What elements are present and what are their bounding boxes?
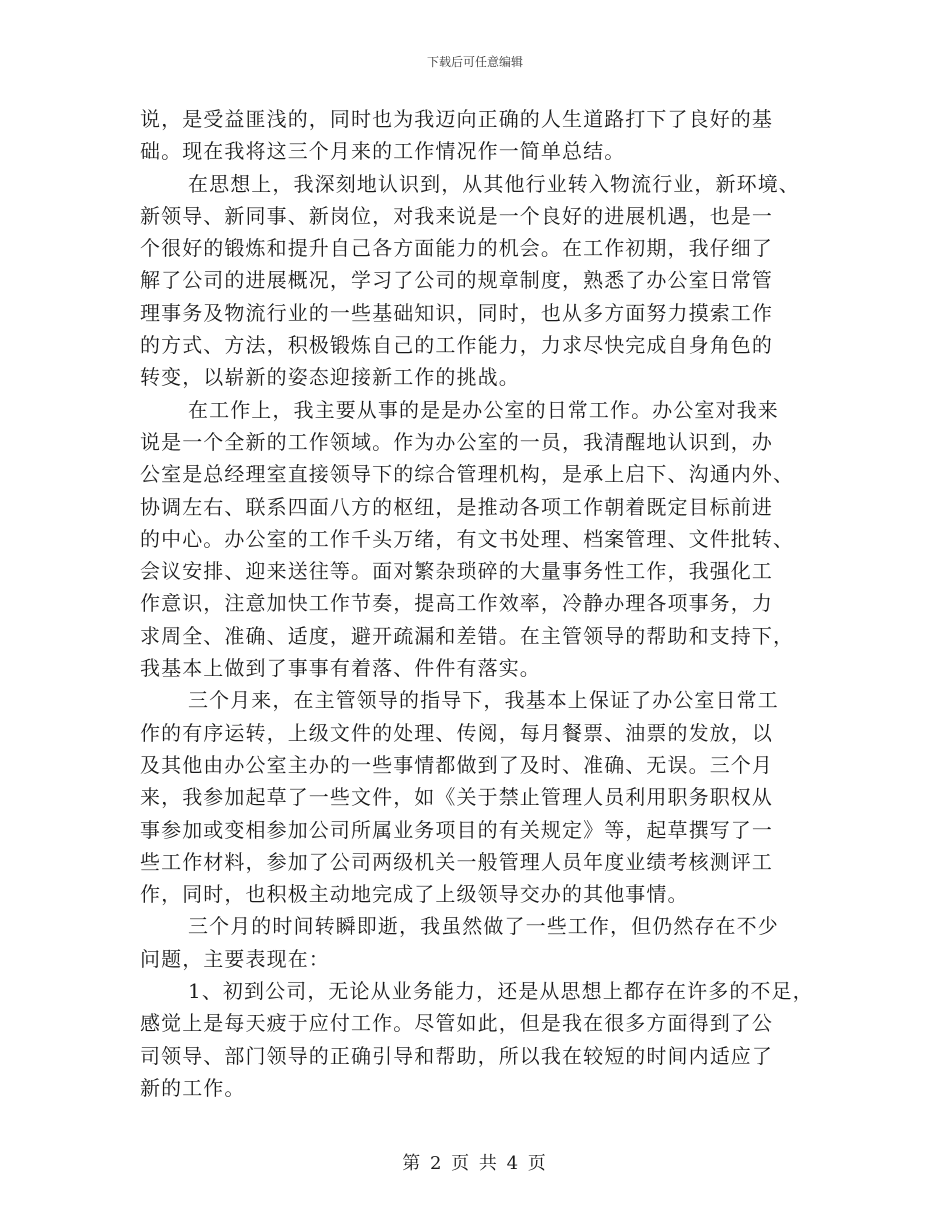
text-line: 新领导、新同事、新岗位，对我来说是一个良好的进展机遇，也是一: [140, 203, 773, 228]
text-line: 作的有序运转，上级文件的处理、传阅，每月餐票、油票的发放，以: [140, 720, 773, 745]
text-line: 问题，主要表现在：: [140, 946, 330, 971]
body-text: [140, 103, 820, 1104]
text-line: 协调左右、联系四面八方的枢纽，是推动各项工作朝着既定目标前进: [140, 494, 773, 519]
text-line: 三个月的时间转瞬即逝，我虽然做了一些工作，但仍然存在不少: [188, 914, 779, 939]
text-line: 些工作材料，参加了公司两级机关一般管理人员年度业绩考核测评工: [140, 849, 773, 874]
text-line: 三个月来，在主管领导的指导下，我基本上保证了办公室日常工: [188, 688, 779, 713]
text-line: 公室是总经理室直接领导下的综合管理机构，是承上启下、沟通内外、: [140, 462, 795, 487]
text-line: 说，是受益匪浅的，同时也为我迈向正确的人生道路打下了良好的基: [140, 107, 773, 131]
text-line: 解了公司的进展概况，学习了公司的规章制度，熟悉了办公室日常管: [140, 268, 773, 293]
text-line: 我基本上做到了事事有着落、件件有落实。: [140, 656, 541, 681]
text-line: 转变，以崭新的姿态迎接新工作的挑战。: [140, 365, 520, 390]
text-line: 1、初到公司，无论从业务能力，还是从思想上都存在许多的不足，: [188, 979, 814, 1004]
page-header: 下载后可任意编辑: [426, 55, 523, 69]
text-line: 新的工作。: [140, 1075, 246, 1100]
text-line: 来，我参加起草了一些文件，如《关于禁止管理人员利用职务职权从: [140, 785, 773, 810]
text-line: 个很好的锻炼和提升自己各方面能力的机会。在工作初期，我仔细了: [140, 236, 773, 261]
text-line: 感觉上是每天疲于应付工作。尽管如此，但是我在很多方面得到了公: [140, 1011, 773, 1036]
text-line: 在工作上，我主要从事的是是办公室的日常工作。办公室对我来: [188, 397, 779, 422]
text-line: 事参加或变相参加公司所属业务项目的有关规定》等，起草撰写了一: [140, 817, 773, 842]
text-line: 求周全、准确、适度，避开疏漏和差错。在主管领导的帮助和支持下，: [140, 623, 795, 648]
text-line: 的方式、方法，积极锻炼自己的工作能力，力求尽快完成自身角色的: [140, 333, 773, 358]
text-line: 说是一个全新的工作领域。作为办公室的一员，我清醒地认识到，办: [140, 429, 773, 454]
text-line: 理事务及物流行业的一些基础知识，同时，也从多方面努力摸索工作: [140, 300, 773, 325]
text-line: 在思想上，我深刻地认识到，从其他行业转入物流行业，新环境、: [188, 171, 800, 196]
text-line: 的中心。办公室的工作千头万绪，有文书处理、档案管理、文件批转、: [140, 526, 795, 551]
text-line: 司领导、部门领导的正确引导和帮助，所以我在较短的时间内适应了: [140, 1043, 773, 1068]
text-line: 础。现在我将这三个月来的工作情况作一简单总结。: [140, 139, 626, 164]
text-line: 会议安排、迎来送往等。面对繁杂琐碎的大量事务性工作，我强化工: [140, 559, 773, 584]
page-footer: 第 2 页 共 4 页: [402, 1153, 548, 1174]
text-line: 作，同时，也积极主动地完成了上级领导交办的其他事情。: [140, 882, 689, 907]
text-line: 及其他由办公室主办的一些事情都做到了及时、准确、无误。三个月: [140, 752, 773, 777]
text-line: 作意识，注意加快工作节奏，提高工作效率，冷静办理各项事务，力: [140, 591, 773, 616]
